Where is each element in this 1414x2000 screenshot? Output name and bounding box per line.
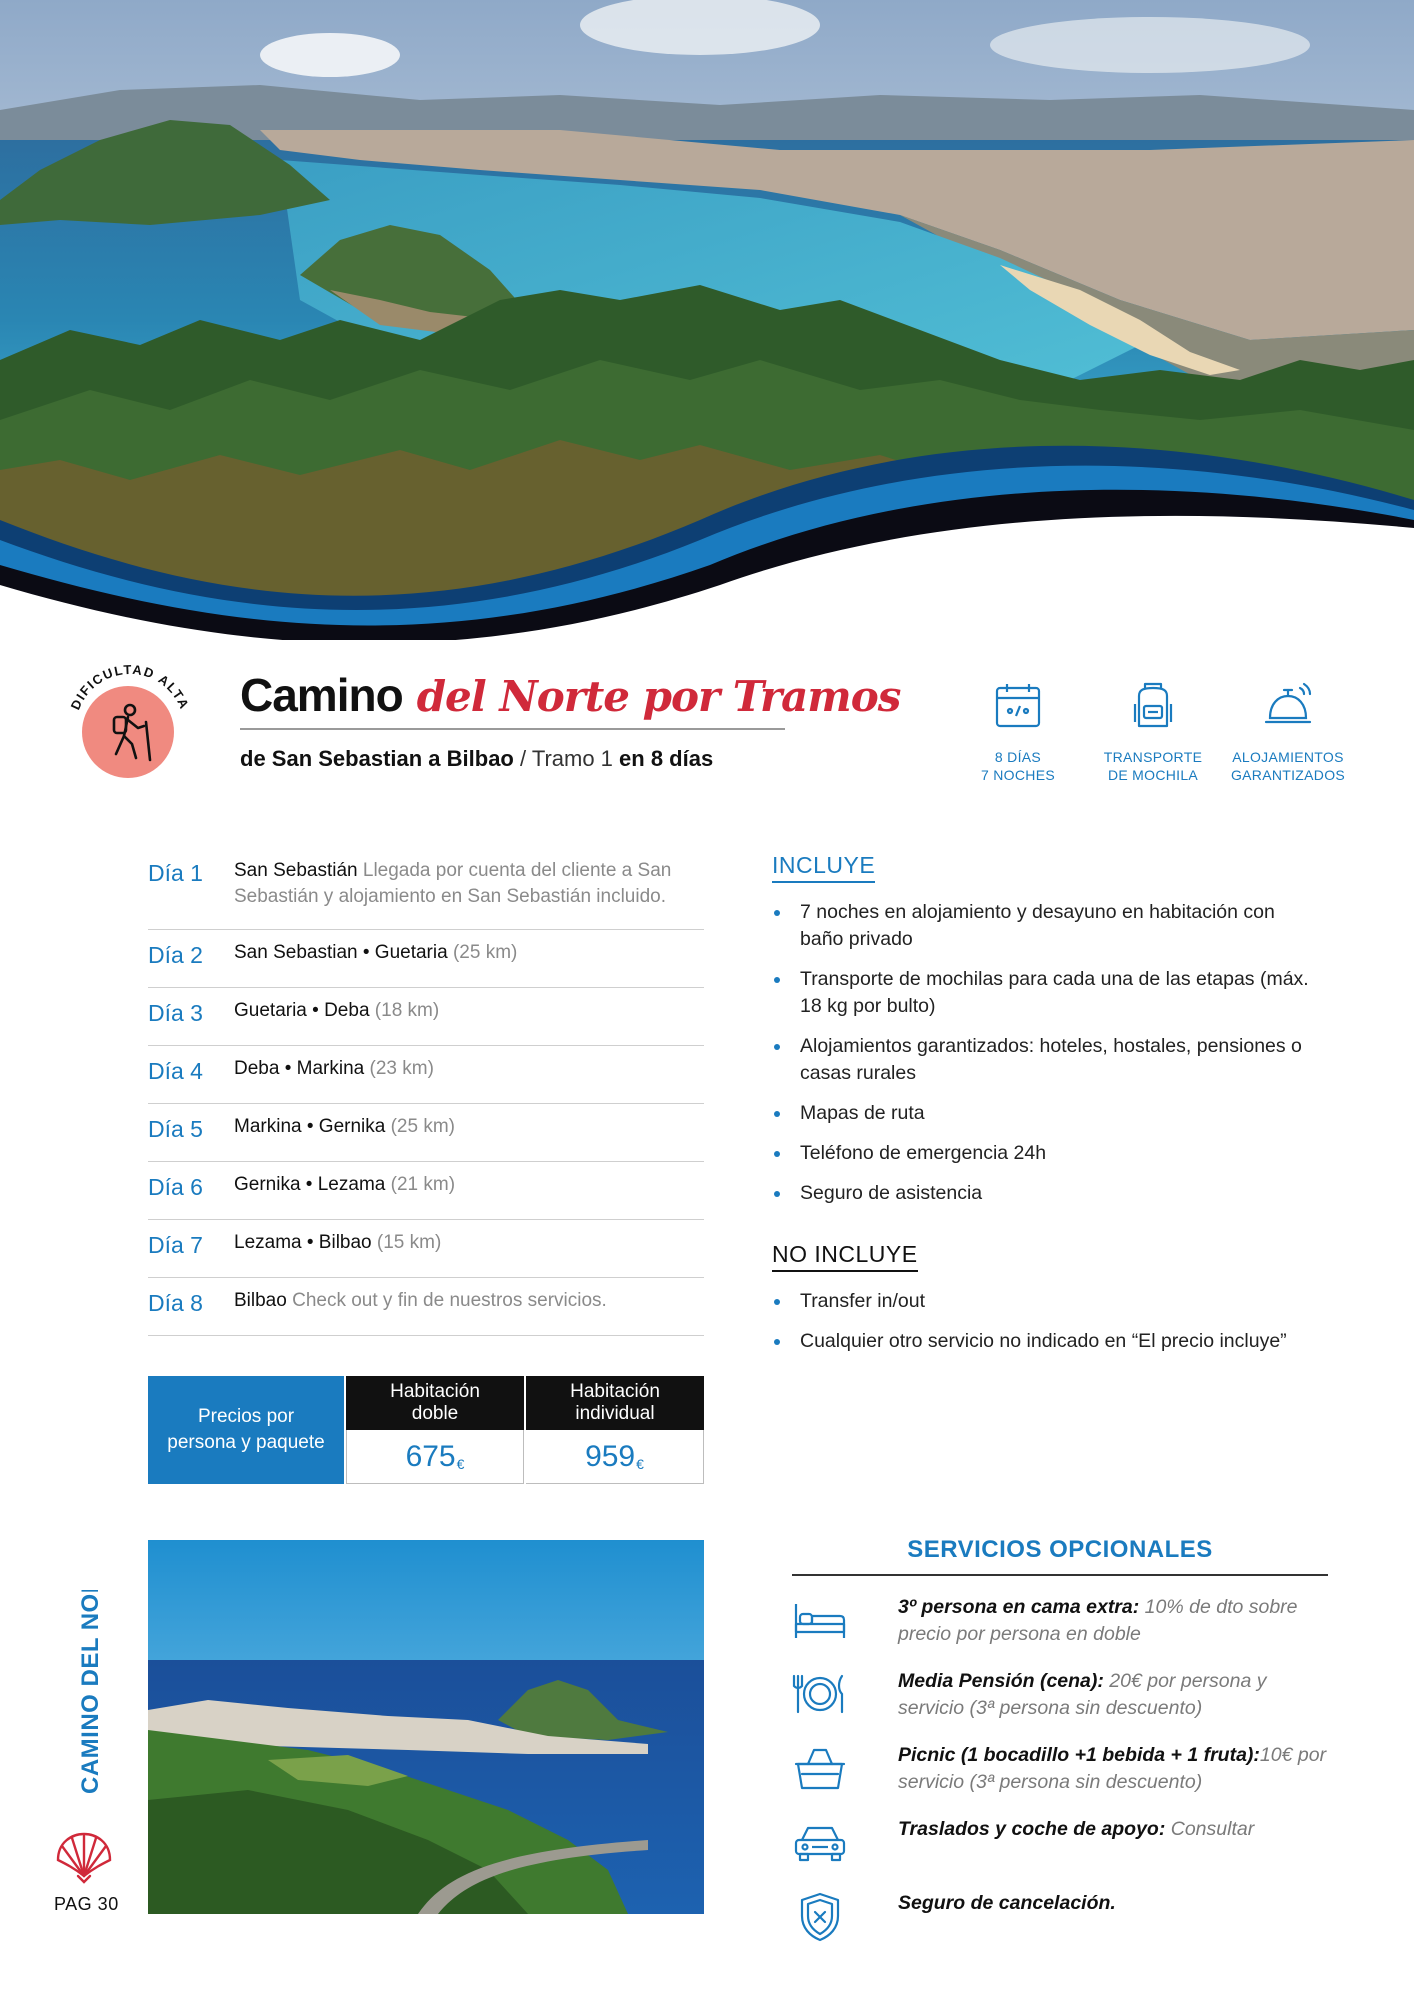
itinerary-row xyxy=(148,1278,704,1336)
day-place: Lezama • Bilbao xyxy=(234,1232,372,1253)
list-item: Cualquier otro servicio no indicado en “El precio incluye” xyxy=(772,1328,1312,1355)
coast-photo xyxy=(148,1540,704,1914)
optional-text xyxy=(898,1742,1328,1796)
day-text xyxy=(234,1172,455,1198)
includes-list xyxy=(772,899,1312,1207)
list-item: Teléfono de emergencia 24h xyxy=(772,1140,1312,1167)
day-text xyxy=(234,940,517,966)
day-place: Markina • Gernika xyxy=(234,1116,386,1137)
price-header-line2: individual xyxy=(575,1403,655,1424)
optional-key: Media Pensión (cena): xyxy=(898,1670,1104,1692)
optional-item xyxy=(792,1890,1328,1946)
day-place: San Sebastián xyxy=(234,860,358,881)
day-desc: (25 km) xyxy=(447,942,518,963)
day-desc: (18 km) xyxy=(369,1000,440,1021)
day-label: Día 4 xyxy=(148,1058,203,1084)
day-place: Deba • Markina xyxy=(234,1058,365,1079)
day-text xyxy=(234,998,439,1024)
itinerary-row xyxy=(148,1162,704,1220)
page-title xyxy=(240,668,901,730)
price-currency: € xyxy=(636,1455,644,1472)
price-header-text xyxy=(570,1381,660,1425)
feature-label xyxy=(981,748,1055,784)
feature-duration xyxy=(958,678,1078,784)
day-place: San Sebastian • Guetaria xyxy=(234,942,448,963)
not-included-heading: NO INCLUYE xyxy=(772,1241,918,1272)
car-icon xyxy=(792,1816,848,1868)
itinerary-row xyxy=(148,848,704,930)
title-main: Camino xyxy=(240,669,403,721)
price-label: Precios por persona y paquete xyxy=(148,1376,344,1484)
page-number: PAG 30 xyxy=(54,1894,119,1914)
not-included-list xyxy=(772,1288,1312,1355)
optional-value: 10€ por servicio (3ª persona sin descuento) xyxy=(898,1744,1327,1793)
itinerary-row xyxy=(148,930,704,988)
price-header-text xyxy=(390,1381,480,1425)
service-bell-icon xyxy=(1260,678,1316,734)
price-column-double xyxy=(344,1376,524,1484)
list-item: Mapas de ruta xyxy=(772,1100,1312,1127)
itinerary-row xyxy=(148,1220,704,1278)
optional-key: Picnic (1 bocadillo +1 bebida + 1 fruta): xyxy=(898,1744,1260,1766)
shield-icon xyxy=(792,1890,848,1942)
feature-line1: 8 DÍAS xyxy=(994,749,1042,765)
price-currency: € xyxy=(456,1455,465,1472)
optional-item xyxy=(792,1742,1328,1798)
optional-text xyxy=(898,1816,1254,1843)
subtitle-days: en 8 días xyxy=(612,746,714,771)
includes-section xyxy=(772,852,1312,1368)
day-label: Día 6 xyxy=(148,1174,203,1200)
features-row xyxy=(958,678,1348,784)
side-title xyxy=(72,1590,108,1796)
optional-value: 20€ por persona y servicio (3ª persona sin descuento) xyxy=(898,1670,1267,1719)
day-label: Día 2 xyxy=(148,942,203,968)
hero-photo xyxy=(0,0,1414,640)
day-desc: (15 km) xyxy=(371,1232,442,1253)
price-value xyxy=(526,1430,704,1484)
day-desc: Check out y fin de nuestros servicios. xyxy=(286,1290,607,1311)
includes-heading: INCLUYE xyxy=(772,852,875,883)
price-header-line2: doble xyxy=(411,1403,459,1424)
optional-key: 3º persona en cama extra: xyxy=(898,1596,1140,1618)
day-label: Día 3 xyxy=(148,1000,203,1026)
optional-text xyxy=(898,1668,1328,1722)
price-amount: 675 xyxy=(405,1439,456,1473)
optional-key: Traslados y coche de apoyo: xyxy=(898,1818,1166,1840)
title-script: del Norte por Tramos xyxy=(416,672,901,721)
itinerary-row xyxy=(148,1104,704,1162)
day-desc: Llegada por cuenta del cliente a San Sebastián y alojamiento en San Sebastián incluido. xyxy=(234,860,672,907)
price-column-single xyxy=(524,1376,704,1484)
day-label: Día 5 xyxy=(148,1116,203,1142)
subtitle-separator: / xyxy=(513,746,532,771)
feature-lodging xyxy=(1228,678,1348,784)
not-included-section xyxy=(772,1241,1312,1355)
list-item: Alojamientos garantizados: hoteles, hostales, pensiones o casas rurales xyxy=(772,1033,1312,1087)
optional-item xyxy=(792,1594,1328,1650)
itinerary-row xyxy=(148,988,704,1046)
day-text xyxy=(234,1056,434,1082)
optional-services xyxy=(792,1536,1328,1946)
price-header xyxy=(346,1376,524,1430)
day-place: Guetaria • Deba xyxy=(234,1000,370,1021)
scallop-shell-icon xyxy=(52,1830,116,1886)
optional-heading: SERVICIOS OPCIONALES xyxy=(792,1536,1328,1576)
optional-text xyxy=(898,1594,1328,1648)
day-desc: (21 km) xyxy=(385,1174,456,1195)
feature-line2: GARANTIZADOS xyxy=(1230,767,1346,783)
optional-value: 10% de dto sobre precio por persona en doble xyxy=(898,1596,1298,1645)
picnic-basket-icon xyxy=(792,1742,848,1794)
list-item: 7 noches en alojamiento y desayuno en habitación con baño privado xyxy=(772,899,1312,953)
route-subtitle xyxy=(240,746,785,772)
list-item: Seguro de asistencia xyxy=(772,1180,1312,1207)
backpack-icon xyxy=(1125,678,1181,734)
price-value xyxy=(346,1430,524,1484)
feature-line2: DE MOCHILA xyxy=(1107,767,1199,783)
list-item: Transporte de mochilas para cada una de las etapas (máx. 18 kg por bulto) xyxy=(772,966,1312,1020)
title-block xyxy=(240,668,901,772)
itinerary-list xyxy=(148,848,704,1336)
difficulty-text: DIFICULTAD ALTA xyxy=(67,661,193,713)
price-amount: 959 xyxy=(585,1439,636,1473)
feature-label xyxy=(1231,748,1345,784)
optional-text xyxy=(898,1890,1116,1917)
day-desc: (25 km) xyxy=(385,1116,456,1137)
feature-label xyxy=(1104,748,1202,784)
day-desc: (23 km) xyxy=(364,1058,434,1079)
side-title-text: CAMINO DEL NORTE xyxy=(77,1590,104,1794)
day-label: Día 1 xyxy=(148,860,203,886)
day-place: Bilbao xyxy=(234,1290,287,1311)
optional-item xyxy=(792,1816,1328,1872)
subtitle-tramo: Tramo 1 xyxy=(531,746,613,771)
feature-backpack xyxy=(1093,678,1213,784)
feature-line1: ALOJAMIENTOS xyxy=(1232,749,1344,765)
price-header-line1: Habitación xyxy=(570,1381,660,1402)
subtitle-route: de San Sebastian a Bilbao xyxy=(240,746,514,771)
bed-icon xyxy=(792,1594,848,1646)
itinerary-row xyxy=(148,1046,704,1104)
optional-key: Seguro de cancelación. xyxy=(898,1892,1116,1914)
plate-cutlery-icon xyxy=(792,1668,848,1720)
optional-value: Consultar xyxy=(1165,1818,1255,1840)
list-item: Transfer in/out xyxy=(772,1288,1312,1315)
day-label: Día 8 xyxy=(148,1290,203,1316)
day-text xyxy=(234,858,704,910)
price-table xyxy=(148,1376,704,1484)
price-header xyxy=(526,1376,704,1430)
day-label: Día 7 xyxy=(148,1232,203,1258)
feature-line2: 7 NOCHES xyxy=(981,767,1055,783)
day-text xyxy=(234,1114,455,1140)
optional-item xyxy=(792,1668,1328,1724)
difficulty-badge xyxy=(58,650,198,790)
day-text xyxy=(234,1230,441,1256)
price-header-line1: Habitación xyxy=(390,1381,480,1402)
day-place: Gernika • Lezama xyxy=(234,1174,386,1195)
calendar-icon xyxy=(990,678,1046,734)
feature-line1: TRANSPORTE xyxy=(1103,749,1203,765)
day-text xyxy=(234,1288,607,1314)
